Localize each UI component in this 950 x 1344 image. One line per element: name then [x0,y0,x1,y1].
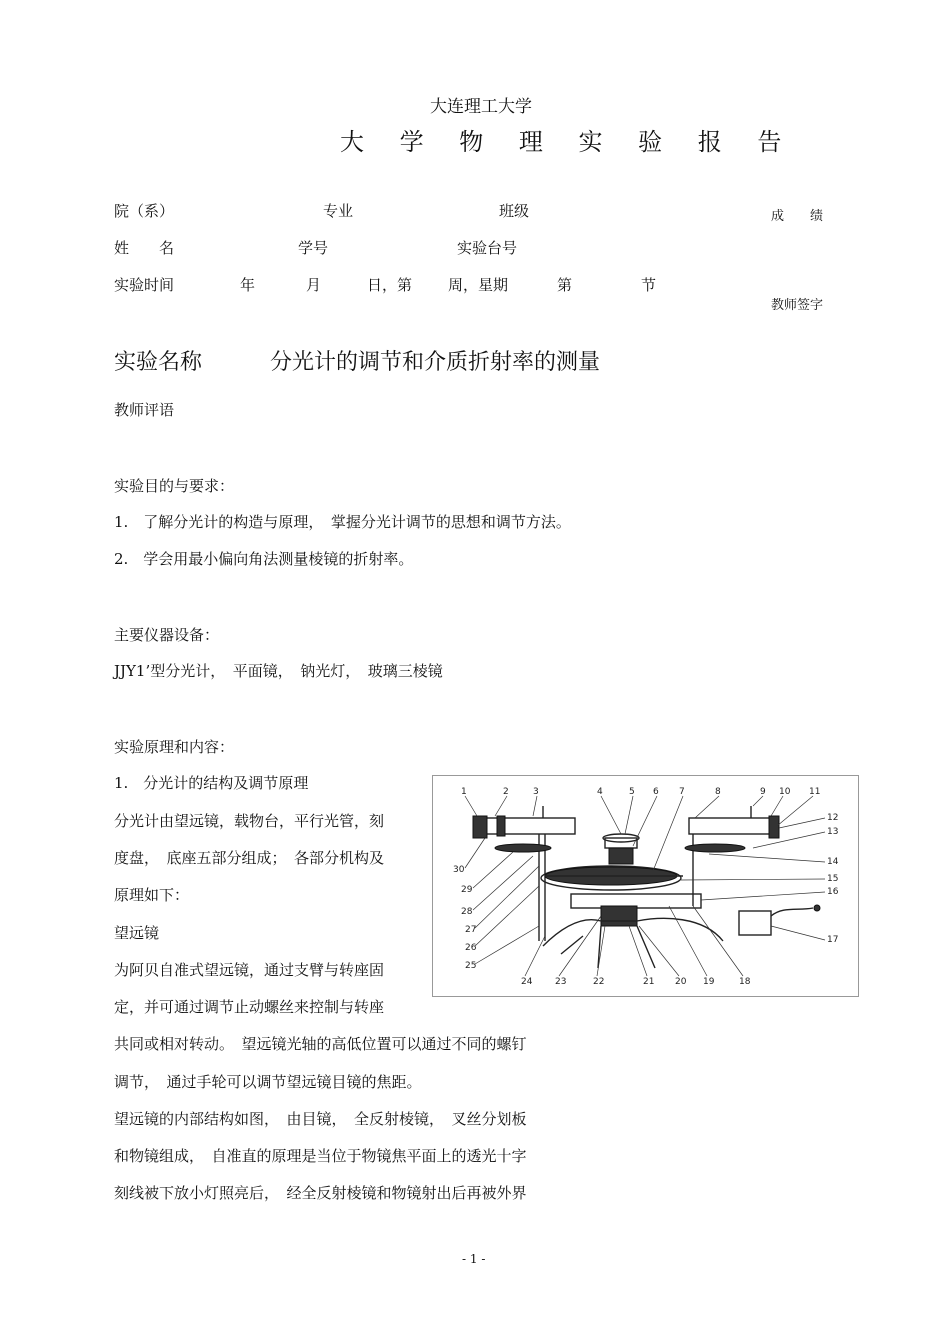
teacher-sign-label: 教师签字 [771,298,824,313]
principle-subheading: 1. 分光计的结构及调节原理 [114,774,309,792]
figure-label: 26 [465,943,477,953]
year-label: 年 [240,276,256,294]
figure-label: 10 [779,787,791,797]
figure-label: 21 [643,977,655,987]
principle-line: 原理如下： [114,886,190,904]
report-title: 大 学 物 理 实 验 报 告 [340,128,796,156]
time-label: 实验时间 [114,276,175,294]
figure-label: 22 [593,977,605,987]
principle-line: 分光计由望远镜，载物台，平行光管，刻 [114,812,385,830]
weekday-label: 周，星期 [448,276,509,294]
figure-label: 15 [827,874,839,884]
period-no-label: 第 [557,276,573,294]
figure-label: 24 [521,977,533,987]
class-label: 班级 [499,202,530,220]
power-box [739,911,771,935]
telescope-eyepiece [473,816,487,838]
principle-line: 望远镜 [114,924,160,942]
major-label: 专业 [323,202,354,220]
figure-label: 12 [827,813,839,823]
experiment-name: 分光计的调节和介质折射率的测量 [270,350,601,375]
principle-line: 刻线被下放小灯照亮后， 经全反射棱镜和物镜射出后再被外界 [114,1184,527,1202]
principle-line: 度盘， 底座五部分组成； 各部分机构及 [114,849,385,867]
name-label: 姓 名 [114,239,175,257]
figure-label: 3 [533,787,539,797]
comment-label: 教师评语 [114,401,175,419]
figure-label: 18 [739,977,751,987]
university-name: 大连理工大学 [430,97,532,117]
right-screw-disk [685,844,745,852]
principle-line: 调节， 通过手轮可以调节望远镜目镜的焦距。 [114,1073,422,1091]
dept-label: 院（系） [114,202,175,220]
principle-line: 和物镜组成， 自准直的原理是当位于物镜焦平面上的透光十字 [114,1147,527,1165]
principle-heading: 实验原理和内容： [114,738,235,756]
purpose-item: 1. 了解分光计的构造与原理， 掌握分光计调节的思想和调节方法。 [114,513,571,531]
figure-label: 14 [827,857,839,867]
figure-label: 7 [679,787,685,797]
student-id-label: 学号 [298,239,329,257]
collimator-tube [689,818,774,834]
figure-label: 17 [827,935,839,945]
desk-label: 实验台号 [457,239,518,257]
figure-label: 11 [809,787,821,797]
figure-label: 2 [503,787,509,797]
figure-label: 23 [555,977,567,987]
stage-column [609,848,633,864]
figure-label: 9 [760,787,766,797]
page-number: - 1 - [462,1252,486,1266]
figure-label: 8 [715,787,721,797]
figure-label: 20 [675,977,687,987]
stage-top [605,838,637,848]
figure-label: 6 [653,787,659,797]
month-label: 月 [306,276,322,294]
rotating-seat [601,906,637,926]
principle-line: 共同或相对转动。 望远镜光轴的高低位置可以通过不同的螺钉 [114,1035,527,1053]
figure-label: 29 [461,885,473,895]
purpose-heading: 实验目的与要求： [114,477,235,495]
figure-label: 1 [461,787,467,797]
score-label: 成 绩 [771,209,824,224]
day-week-label: 日，第 [367,276,413,294]
figure-label: 13 [827,827,839,837]
figure-label: 27 [465,925,477,935]
power-cable [771,908,813,916]
equipment-heading: 主要仪器设备： [114,626,220,644]
collimator-slit [769,816,779,838]
telescope-ring [497,816,505,836]
left-screw-disk [495,844,551,852]
figure-label: 19 [703,977,715,987]
figure-label: 4 [597,787,603,797]
purpose-item: 2. 学会用最小偏向角法测量棱镜的折射率。 [114,550,414,568]
spectrometer-diagram [432,775,859,997]
principle-line: 望远镜的内部结构如图， 由目镜， 全反射棱镜， 叉丝分划板 [114,1110,527,1128]
figure-label: 16 [827,887,839,897]
experiment-label: 实验名称 [114,350,203,375]
figure-label: 30 [453,865,465,875]
figure-label: 5 [629,787,635,797]
principle-line: 定，并可通过调节止动螺丝来控制与转座 [114,998,385,1016]
spectrometer-drawing [433,776,858,996]
figure-label: 28 [461,907,473,917]
figure-label: 25 [465,961,477,971]
period-label: 节 [641,276,657,294]
principle-line: 为阿贝自准式望远镜，通过支臂与转座固 [114,961,385,979]
equipment-list: JJY1’型分光计， 平面镜， 钠光灯， 玻璃三棱镜 [114,662,443,680]
